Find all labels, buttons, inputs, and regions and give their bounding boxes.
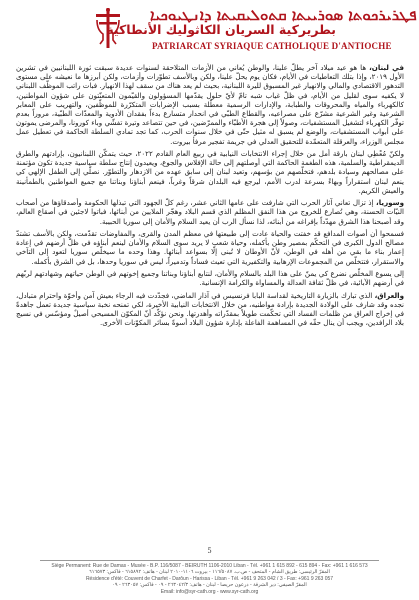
paragraph-lead: وسوريا، bbox=[376, 198, 404, 208]
paragraph-text: ها هو عيد ميلاد آخر يطلّ علينا، والوطن يُعاني من الأزمات المتلاحقة لسنوات عديدة سبقت ثورة اللبنانيين في تشرين الأول ٢٠١٩، وإذا بتلك التعاطيات في الأيام، فكان يوم يحلّ علينا، ولكن وبالأسف تطوّرات وأزمات، ولكن أبرزها ما نعيشه على مستوى التدهور الاقتصادي والمالي والانهيار غير المسبوق لليرة اللبنانية، بحيث لم يعد هناك من سقف لهذا الانهيار. فبات راتب الموظّف اللبناني لا يكفيه سوى لقليل من الأيام، في ظلّ غياب شبه تامّ لأيّ حلول يقدّمها المسؤولون والقيّمون المتعنّتون على شؤون المواطنين، كالكهرباء والمياه والمحروقات والطبابة، والإدارات الرسمية معطّلة بسبب الإضرابات المتكرّرة للموظّفين، والتهريب على المعابر الشرعية وغير الشرعية مشرّع على مصراعيه، والقطاع الطبّي في انحدار متسارع بدءاً بفقدان الأدوية والمعدّات الطبّية، مروراً بعدم توفّر الكهرباء لتشغيل المستشفيات، وصولاً إلى هجرة الأطبّاء والممرّضين، في حين تتصاعد وتيرة تفشّي وباء كورونا، والمرضى يموتون على أبواب المستشفيات، والوضع لم يسبق له مثيل حتّى في خلال سنوات الحرب، كما تجد تمادي السلطة الحاكمة في تعطيل عمل مجلس الوزراء، والعرقلة المتعمّدة للتحقيق العدلي في جريمة تفجير مرفأ بيروت. bbox=[16, 63, 404, 146]
header-french-title: PATRIARCAT SYRIAQUE CATHOLIQUE D'ANTIOCHE bbox=[152, 41, 392, 51]
paragraph-text: ولكنّ مُعْطِي لبنان بارقة أمل من خلال إجراء الانتخابات النيابية في ربيع العام القادم ٢٠٢٢، حيث يتمكّن اللبنانيون، بإرادتهم والطرق الديمقراطية والسلمية، هذه الطغمة الحاكمة التي أوصلتهم إلى حالة الإفلاس والجوع، ويعيدون إنتاج سلطة سياسية جديدة تكون مؤتمنة على مصالحهم وسيادة بلدهم، فتخلّصهم من بؤسهم، وتعيد لبنان إلى سابق عهده من الازدهار والتطوّر. نصلّي إلى الطفل الإلهي كي ينعم لبنان استقراراً وبهاءً بسرعة لدرب الأمم، ليرجع فيه البلدان شرقاً وغرباً، فينعم أبناؤنا وبناتنا مع جميع المواطنين بالطمأنينة والعيش الكريم. bbox=[16, 149, 404, 195]
footer-line-4: المقرّ الصيفي: دير الشرفة - درعون حريصا - لبنان - هاتف: ٢٦٣٠٤٢/٣ - ٠٩ - فاكس: ٢٦٣٠٥٧ - ٠٩ bbox=[112, 582, 307, 589]
footer-address bbox=[20, 563, 399, 595]
letterhead bbox=[0, 0, 419, 58]
paragraph-text: إلى يسوع المخلّص نضرع كي يمنّ على هذا البلد بالسلام والأمان، لنتابع أبناؤنا وبناتنا وجميع إخوتهم في الوطن حياتهم وشهادتهم لربّهم في أرضهم الآبائية، في ظلّ ثقافة العدالة والمساواة والكرامة الإنسانية. bbox=[16, 269, 404, 288]
paragraph-iraq bbox=[16, 291, 404, 328]
footer-line-5: Email: info@syr-cath.org - www.syr-cath.org bbox=[160, 588, 259, 595]
paragraph-text: إذ تزال تعاني آثار الحرب التي شارفت على عامها الثاني عشر، رغم كلّ الجهود التي تبذلها الحكومة وأصدقاؤها من أصحاب النيّات الحسنة، وهي تُصارع للخروج من هذا النفق المظلم الذي قسم البلاد وهجّر الملايين من أبنائها، فباتوا لاجئين في أصقاع العالم، وقد أصبحنا هذا الشرق مهدّداً بإفراغه من أبنائه، لذا نسأل الرب أن يعيد السلام والأمان إلى سوريا الحبيبة. bbox=[16, 198, 404, 226]
paragraph-lead: في لبنان، bbox=[369, 63, 404, 72]
paragraph-text: الذي تبارك بالزيارة التاريخية لقداسة البابا فرنسيس في آذار الماضي، فجدّدت فيه الرجاء بعيش آمن وأخوّة واحترام متبادل، نجده وقد شارف على الولادة الجديدة بإرادة مواطنيه، من خلال الانتخابات النيابية الأخيرة، لكي تمنحه نخبة سياسية جديدة تعمل جاهدةً في إخراج العراق من ظلمات الفساد التي تحكّمت طويلاً بمقدّراته وأهدرتها. ونحن نؤكّد أنّ المكوّن المسيحي أصيلٌ ومؤسّس في نسيج بلاد الرافدين، ويجب أن ينال حقّه في المساهمة الفاعلة بإدارة شؤون البلاد أسوةً بسائر المكوّنات الأخرى. bbox=[16, 290, 404, 328]
paragraph-lebanon-hope bbox=[16, 149, 404, 195]
footer-divider bbox=[40, 560, 379, 561]
paragraph-syria-prayer bbox=[16, 269, 404, 287]
header-syriac-title: ܦܛܪܝܪܟܘܬܐ ܣܘܪܝܝܬܐ ܩܬܘܠܝܩܝܬܐ ܕܐܢܛܝܘܟܝܐ bbox=[150, 6, 417, 24]
header-arabic-title: بطريركية السريان الكاثوليك الأنطاكية bbox=[106, 22, 336, 37]
paragraph-text: فسمحوا أن أصوات المدافع قد خفتت والحياة عادت إلى طبيعتها في معظم المدن والقرى، والمفاوضات تقدّمت، ولكن بالأسف تشتدّ مصالح الدول الكبرى في التحكّم بمصير وطن بأكمله، وحياة شعب لا يريد سوى السلام والأمان لينعم أبناؤه في ظلّ أرضهم في إعادة إعمار بناء ما بقي من أهله في الوطن، لأنّ الأوطان لا تُبنى إلّا بسواعد أبنائها. وهذا وحده ما سيخلّص سوريا لتعود إلى التآخي والاستقرار، فتتخلّص من المجموعات الإرهابية والتكفيرية التي تعيث فساداً وتدميراً، ليس في سوريا وحدها، بل في الشرق بأكمله. bbox=[16, 229, 404, 266]
paragraph-lebanon bbox=[16, 63, 404, 146]
paragraph-syria bbox=[16, 198, 404, 226]
paragraph-syria-cont bbox=[16, 229, 404, 266]
page-number: 5 bbox=[207, 546, 212, 555]
footer-line-2: المقرّ الرئيسي: طريق الشام - المتحف - ص.ب. ١١٦/٥٠٨٧ - بيروت ١١٠٦-٢٠١٠ لبنان - هاتف: ٦١٥٨٩٢ - فاكس: ٦١٦٥٧٣ bbox=[89, 569, 330, 576]
footer-line-1: Siège Permanent: Rue de Damas - Musée - B.P. 116/5087 - BEIRUTH 1106-2010 Liban - Tél. +961 1 615 892 - 615 894 - Fax: +961 1 616 573 bbox=[51, 563, 368, 569]
letter-body bbox=[16, 63, 404, 535]
paragraph-lead: والعراق، bbox=[374, 290, 404, 300]
footer-line-3: Résidence d'été: Couvent de Charfet - Darôun - Harissa - Liban - Tél. +961 9 263 042 / 3 - Fax: +961 9 263 057 bbox=[85, 575, 334, 582]
